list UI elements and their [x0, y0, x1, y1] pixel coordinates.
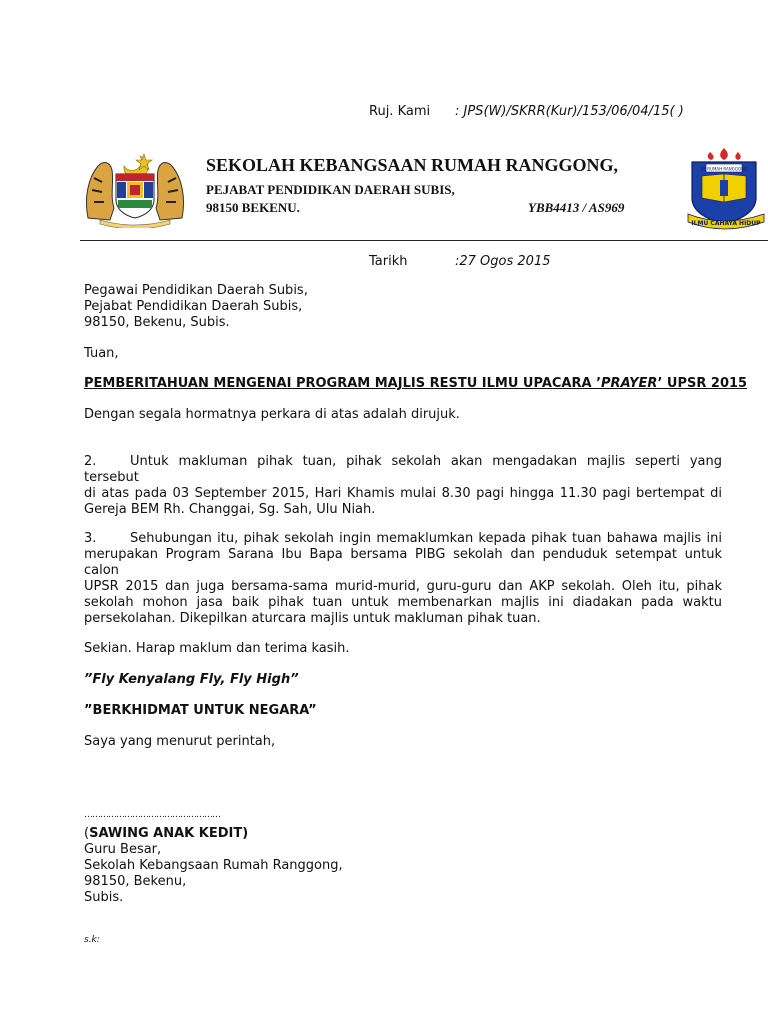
cc-label: s.k:: [84, 935, 100, 945]
signatory-line: Subis.: [84, 890, 124, 905]
reference-number: : JPS(W)/SKRR(Kur)/153/06/04/15( ): [455, 104, 684, 119]
signatory-line: Guru Besar,: [84, 842, 162, 857]
paragraph-line: sekolah mohon jasa baik pihak tuan untuk membenarkan majlis ini diadakan pada waktu: [84, 595, 722, 610]
letterhead-divider: [80, 240, 768, 241]
recipient-line: Pejabat Pendidikan Daerah Subis,: [84, 299, 303, 314]
svg-text:SK RUMAH RANGGONG: SK RUMAH RANGGONG: [700, 166, 748, 172]
paragraph-line: Sehubungan itu, pihak sekolah ingin memaklumkan kepada pihak tuan bahawa majlis ini: [130, 531, 722, 546]
paragraph-line: UPSR 2015 dan juga bersama-sama murid-murid, guru-guru dan AKP sekolah. Oleh itu, pihak: [84, 579, 722, 594]
svg-text:ILMU CAHAYA HIDUP: ILMU CAHAYA HIDUP: [691, 220, 761, 227]
signatory-details: [84, 842, 722, 906]
yours-faithfully: Saya yang menurut perintah,: [84, 734, 276, 749]
school-name: SEKOLAH KEBANGSAAN RUMAH RANGGONG,: [206, 155, 619, 175]
subject-part: PEMBERITAHUAN MENGENAI PROGRAM MAJLIS RESTU ILMU UPACARA ’: [84, 376, 602, 391]
closing-line: Sekian. Harap maklum dan terima kasih.: [84, 641, 350, 656]
signatory-line: 98150, Bekenu,: [84, 874, 187, 889]
paragraph-line: Untuk makluman pihak tuan, pihak sekolah akan mengadakan majlis seperti yang tersebut: [84, 454, 722, 485]
paragraph-2: [84, 454, 722, 518]
school-crest-logo: [684, 146, 768, 234]
recipient-line: 98150, Bekenu, Subis.: [84, 315, 230, 330]
salutation: Tuan,: [84, 346, 119, 361]
coat-of-arms-logo: [80, 148, 190, 228]
motto-fly-kenyalang: ”Fly Kenyalang Fly, Fly High”: [84, 672, 299, 687]
signature-dots: ……………………………………………: [84, 810, 220, 820]
motto-berkhidmat: ”BERKHIDMAT UNTUK NEGARA”: [84, 703, 317, 718]
reference-label: Ruj. Kami: [369, 104, 431, 119]
recipient-address: [84, 283, 722, 331]
signatory-line: Sekolah Kebangsaan Rumah Ranggong,: [84, 858, 343, 873]
date-value: :27 Ogos 2015: [455, 254, 551, 269]
paragraph-number: 3.: [84, 531, 97, 546]
subject-part: ’ UPSR 2015: [657, 376, 748, 391]
paragraph-line: Gereja BEM Rh. Changgai, Sg. Sah, Ulu Niah.: [84, 502, 376, 517]
subject-prayer: PRAYER: [601, 376, 658, 391]
opening-paragraph: Dengan segala hormatnya perkara di atas adalah dirujuk.: [84, 407, 460, 422]
date-label: Tarikh: [369, 254, 408, 269]
recipient-line: Pegawai Pendidikan Daerah Subis,: [84, 283, 308, 298]
signatory-paren: (: [84, 826, 90, 841]
paragraph-line: di atas pada 03 September 2015, Hari Khamis mulai 8.30 pagi hingga 11.30 pagi bertempat di: [84, 486, 722, 501]
signatory-name: [84, 826, 248, 841]
signatory-name-text: SAWING ANAK KEDIT): [89, 826, 249, 841]
education-office: PEJABAT PENDIDIKAN DAERAH SUBIS,: [206, 182, 455, 197]
paragraph-number: 2.: [84, 454, 97, 469]
postcode-town: 98150 BEKENU.: [206, 200, 300, 215]
paragraph-line: merupakan Program Sarana Ibu Bapa bersama PIBG sekolah dan penduduk setempat untuk calon: [84, 547, 722, 578]
school-codes: YBB4413 / AS969: [528, 200, 625, 215]
paragraph-3: [84, 531, 722, 627]
subject-line: [84, 376, 747, 391]
paragraph-line: persekolahan. Dikepilkan aturcara majlis untuk makluman pihak tuan.: [84, 611, 541, 626]
